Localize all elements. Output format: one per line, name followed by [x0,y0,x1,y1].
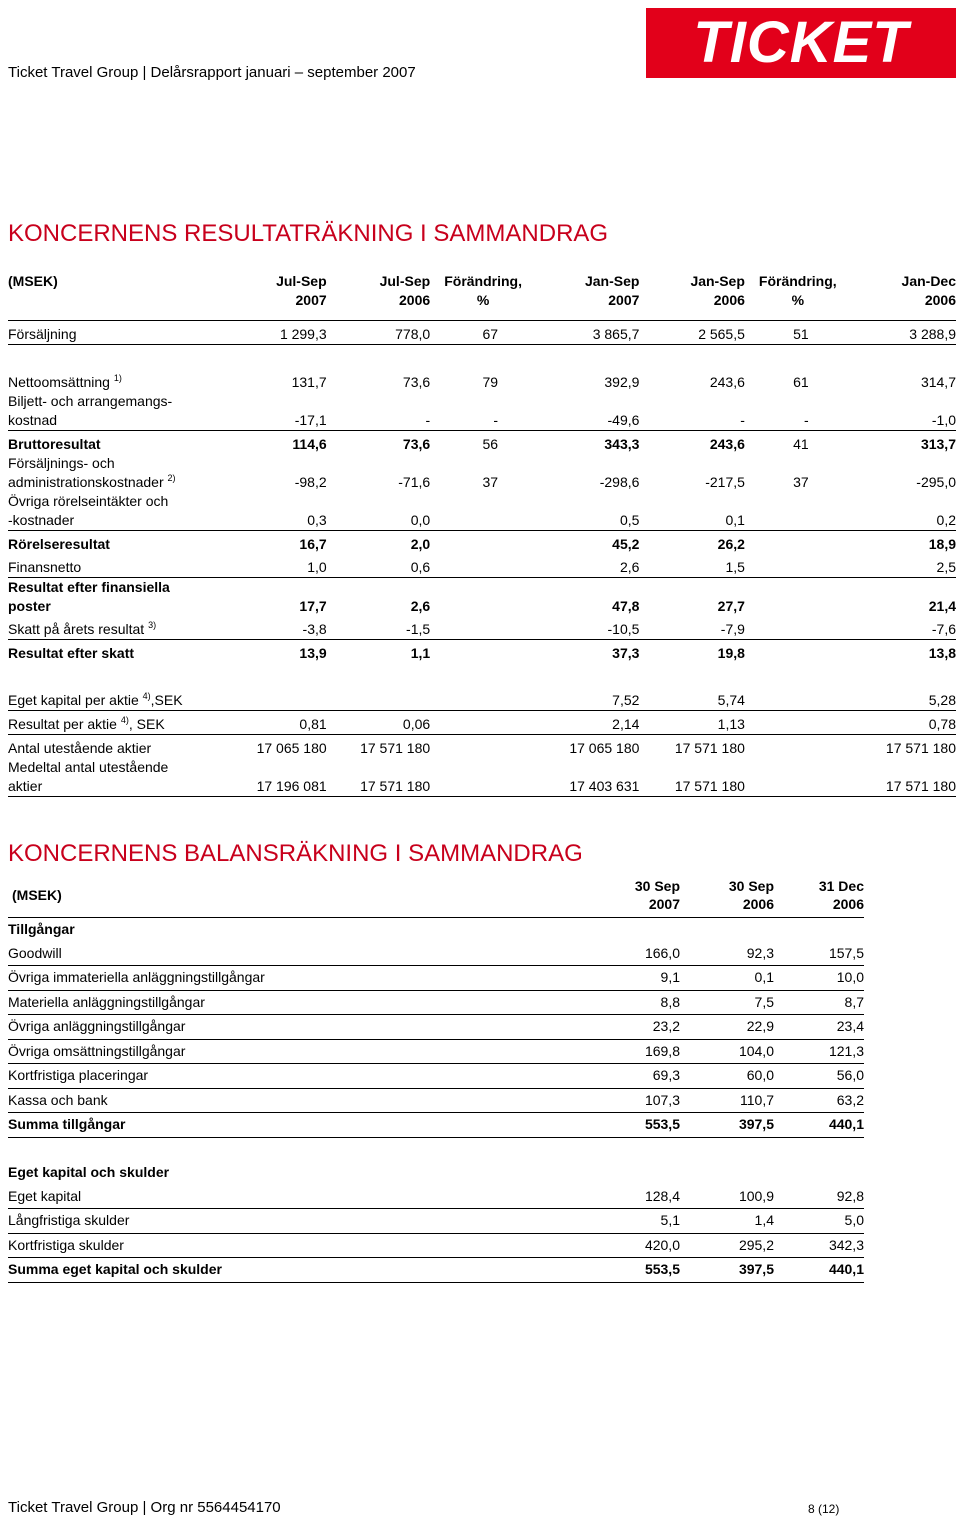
row-resultat-efter-finansiella: Resultat efter finansiella poster 17,7 2,6 47,8 27,7 21,4 [8,579,956,614]
table-row [8,1015,864,1040]
row-value: 104,0 [680,1039,774,1064]
income-statement-title: KONCERNENS RESULTATRÄKNING I SAMMANDRAG [8,220,609,247]
row-value: 342,3 [774,1233,864,1258]
row-value: 100,9 [680,1185,774,1209]
row-value: 0,1 [680,966,774,991]
income-unit: (MSEK) [8,272,233,321]
row-value: 92,8 [774,1185,864,1209]
row-value: 110,7 [680,1088,774,1113]
balance-unit: (MSEK) [8,877,600,918]
row-label: Kassa och bank [8,1088,600,1113]
col-header: 31 Dec 2006 [774,877,864,918]
balance-sheet-title: KONCERNENS BALANSRÄKNING I SAMMANDRAG [8,840,583,867]
report-header-title: Ticket Travel Group | Delårsrapport januari – september 2007 [8,64,416,81]
col-header: 30 Sep 2006 [680,877,774,918]
row-value: 60,0 [680,1064,774,1089]
col-header: Jan-Sep 2007 [526,272,639,321]
row-label: Kortfristiga skulder [8,1233,600,1258]
ticket-logo: TICKET [646,8,956,78]
row-finansnetto: Finansnetto 1,0 0,6 2,6 1,5 2,5 [8,558,956,578]
row-value: 56,0 [774,1064,864,1089]
row-value: 7,5 [680,990,774,1015]
col-header: 30 Sep 2007 [600,877,680,918]
row-value: 121,3 [774,1039,864,1064]
income-statement-table [8,272,956,797]
row-label: Kortfristiga placeringar [8,1064,600,1089]
row-value: 8,8 [600,990,680,1015]
col-header: Jan-Sep 2006 [639,272,744,321]
row-resultat-per-aktie: Resultat per aktie $^{4)}$, SEK 0,81 0,06 2,14 1,13 0,78 [8,715,956,735]
col-header: Jul-Sep 2007 [233,272,327,321]
row-value: 1,4 [680,1209,774,1234]
row-biljett-arrangemang: Biljett- och arrangemangs- kostnad -17,1 - - -49,6 - - -1,0 [8,392,956,431]
row-resultat-efter-skatt: Resultat efter skatt 13,9 1,1 37,3 19,8 13,8 [8,645,956,661]
row-label: Goodwill [8,942,600,966]
row-value: 166,0 [600,942,680,966]
row-bruttoresultat: Bruttoresultat 114,6 73,6 56 343,3 243,6 41 313,7 [8,436,956,452]
row-value: 169,8 [600,1039,680,1064]
row-value: 107,3 [600,1088,680,1113]
row-label: Övriga immateriella anläggningstillgångar [8,966,600,991]
row-value: 128,4 [600,1185,680,1209]
row-value: 63,2 [774,1088,864,1113]
table-row [8,966,864,991]
assets-heading: Tillgångar [8,921,75,938]
table-row [8,1064,864,1089]
row-summa-eget-kapital-skulder: Summa eget kapital och skulder 553,5 397,5 440,1 [8,1258,864,1283]
row-forsaljning: Försäljning 1 299,3 778,0 67 3 865,7 2 565,5 51 3 288,9 [8,325,956,345]
row-value: 22,9 [680,1015,774,1040]
liabilities-heading: Eget kapital och skulder [8,1164,170,1181]
table-row [8,1039,864,1064]
table-row [8,1088,864,1113]
col-header: Förändring, % [430,272,526,321]
col-header: Förändring, % [745,272,837,321]
row-value: 23,4 [774,1015,864,1040]
row-label: Övriga omsättningstillgångar [8,1039,600,1064]
row-eget-kapital-per-aktie: Eget kapital per aktie $^{4)}$,SEK 7,52 5,74 5,28 [8,691,956,711]
row-antal-aktier: Antal utestående aktier 17 065 180 17 571 180 17 065 180 17 571 180 17 571 180 [8,740,956,756]
col-header: Jan-Dec 2006 [837,272,956,321]
table-row [8,1209,864,1234]
row-value: 5,1 [600,1209,680,1234]
col-header: Jul-Sep 2006 [327,272,431,321]
row-nettoomsattning: Nettoomsättning $^{1)}$ 131,7 73,6 79 392,9 243,6 61 314,7 [8,373,956,390]
table-row [8,942,864,966]
row-label: Materiella anläggningstillgångar [8,990,600,1015]
row-label: Långfristiga skulder [8,1209,600,1234]
row-skatt: Skatt på årets resultat $^{3)}$ -3,8 -1,5 -10,5 -7,9 -7,6 [8,620,956,640]
row-value: 9,1 [600,966,680,991]
table-row [8,990,864,1015]
row-value: 157,5 [774,942,864,966]
row-label: Eget kapital [8,1185,600,1209]
row-value: 8,7 [774,990,864,1015]
row-value: 10,0 [774,966,864,991]
row-label: Övriga anläggningstillgångar [8,1015,600,1040]
row-ovriga-rorelse: Övriga rörelseintäkter och -kostnader 0,3 0,0 0,5 0,1 0,2 [8,492,956,531]
footer-text: Ticket Travel Group | Org nr 5564454170 [8,1499,281,1516]
row-value: 23,2 [600,1015,680,1040]
row-value: 69,3 [600,1064,680,1089]
table-row [8,1233,864,1258]
table-row [8,1185,864,1209]
row-summa-tillgangar: Summa tillgångar 553,5 397,5 440,1 [8,1113,864,1138]
row-value: 295,2 [680,1233,774,1258]
row-medeltal-aktier: Medeltal antal utestående aktier 17 196 081 17 571 180 17 403 631 17 571 180 17 571 180 [8,758,956,797]
row-value: 5,0 [774,1209,864,1234]
row-forsaljnings-adm: Försäljnings- och administrationskostnader $^{2)}$ -98,2 -71,6 37 -298,6 -217,5 37 -295,0 [8,455,956,490]
balance-header-row [8,877,864,918]
row-value: 92,3 [680,942,774,966]
income-header-row [8,272,956,321]
page-number: 8 (12) [808,1502,840,1516]
row-rorelseresultat: Rörelseresultat 16,7 2,0 45,2 26,2 18,9 [8,536,956,552]
balance-sheet-table [8,877,864,1283]
row-value: 420,0 [600,1233,680,1258]
